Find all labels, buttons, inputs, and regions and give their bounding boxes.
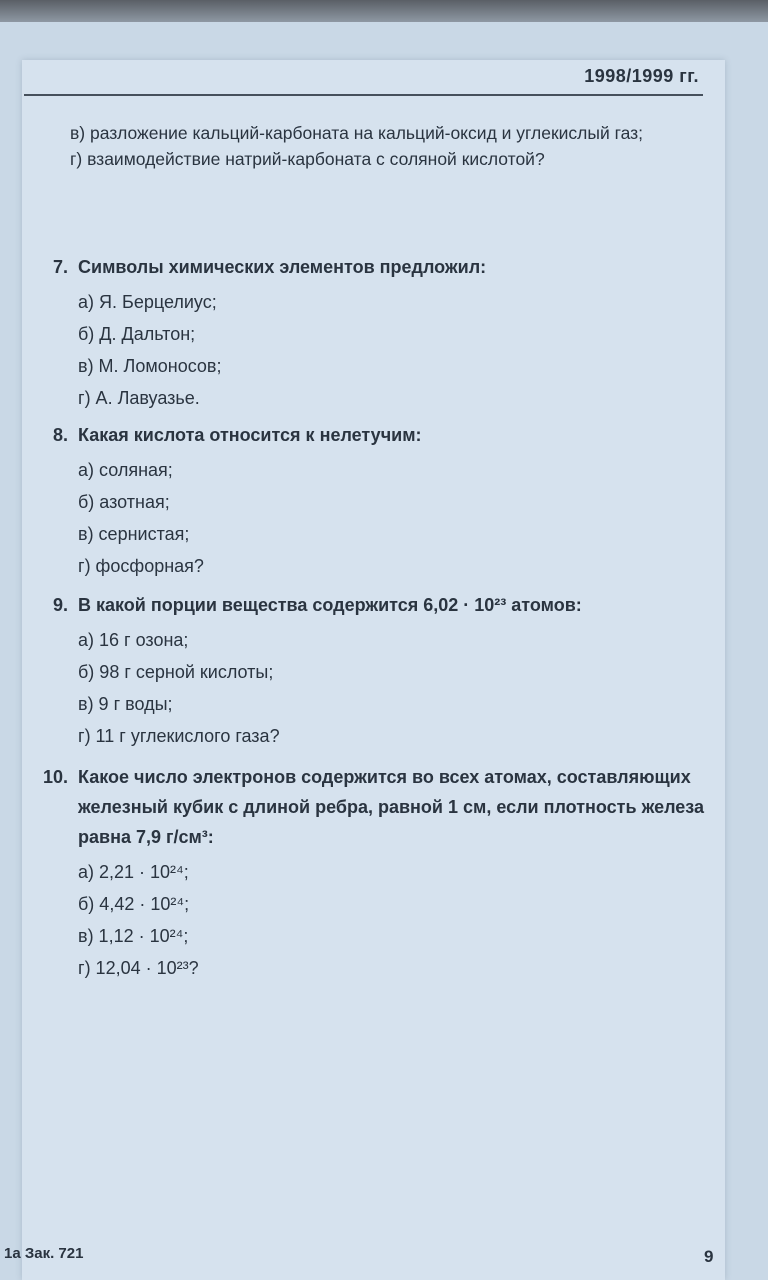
top-shadow-band (0, 0, 768, 22)
question-10 (28, 762, 711, 984)
answer-option: а) 2,21 · 10²⁴; (78, 862, 189, 882)
answer-options (78, 624, 711, 752)
question-7 (28, 252, 711, 414)
question-text: Какая кислота относится к нелетучим: (78, 425, 422, 445)
question-8 (28, 420, 711, 582)
answer-option: б) 98 г серной кислоты; (78, 662, 274, 682)
continuation-option-v: в) разложение кальций-карбоната на кальций-оксид и углекислый газ; (70, 123, 643, 143)
question-text: Символы химических элементов предложил: (78, 257, 487, 277)
answer-option: а) соляная; (78, 460, 173, 480)
answer-option: а) 16 г озона; (78, 630, 189, 650)
continuation-option-g: г) взаимодействие натрий-карбоната с соляной кислотой? (70, 149, 545, 169)
question-text: Какое число электронов содержится во всех атомах, составляющих железный кубик с длиной ребра, равной 1 см, если плотность железа равна 7,9 г/см³: (78, 767, 705, 847)
answer-option: в) сернистая; (78, 524, 190, 544)
question-9 (28, 590, 711, 752)
continuation-block (70, 120, 695, 172)
answer-option: г) 11 г углекислого газа? (78, 726, 280, 746)
answer-option: б) Д. Дальтон; (78, 324, 196, 344)
answer-option: б) азотная; (78, 492, 170, 512)
page-number: 9 (704, 1247, 714, 1266)
answer-option: г) 12,04 · 10²³? (78, 958, 199, 978)
answer-option: г) фосфорная? (78, 556, 204, 576)
answer-options (78, 286, 711, 414)
answer-option: в) 9 г воды; (78, 694, 173, 714)
question-number: 7. (52, 257, 68, 277)
answer-options (78, 856, 711, 984)
question-number: 9. (52, 595, 68, 615)
question-text: В какой порции вещества содержится 6,02 · 10²³ атомов: (78, 595, 582, 615)
answer-options (78, 454, 711, 582)
answer-option: б) 4,42 · 10²⁴; (78, 894, 190, 914)
question-number: 10. (42, 767, 68, 787)
answer-option: в) М. Ломоносов; (78, 356, 222, 376)
page-year-header: 1998/1999 гг. (584, 66, 699, 86)
print-order-label: 1а Зак. 721 (4, 1245, 84, 1262)
answer-option: в) 1,12 · 10²⁴; (78, 926, 189, 946)
answer-option: г) А. Лавуазье. (78, 388, 200, 408)
header-rule (24, 94, 703, 96)
answer-option: а) Я. Берцелиус; (78, 292, 217, 312)
question-number: 8. (52, 425, 68, 445)
book-page (22, 60, 725, 1280)
